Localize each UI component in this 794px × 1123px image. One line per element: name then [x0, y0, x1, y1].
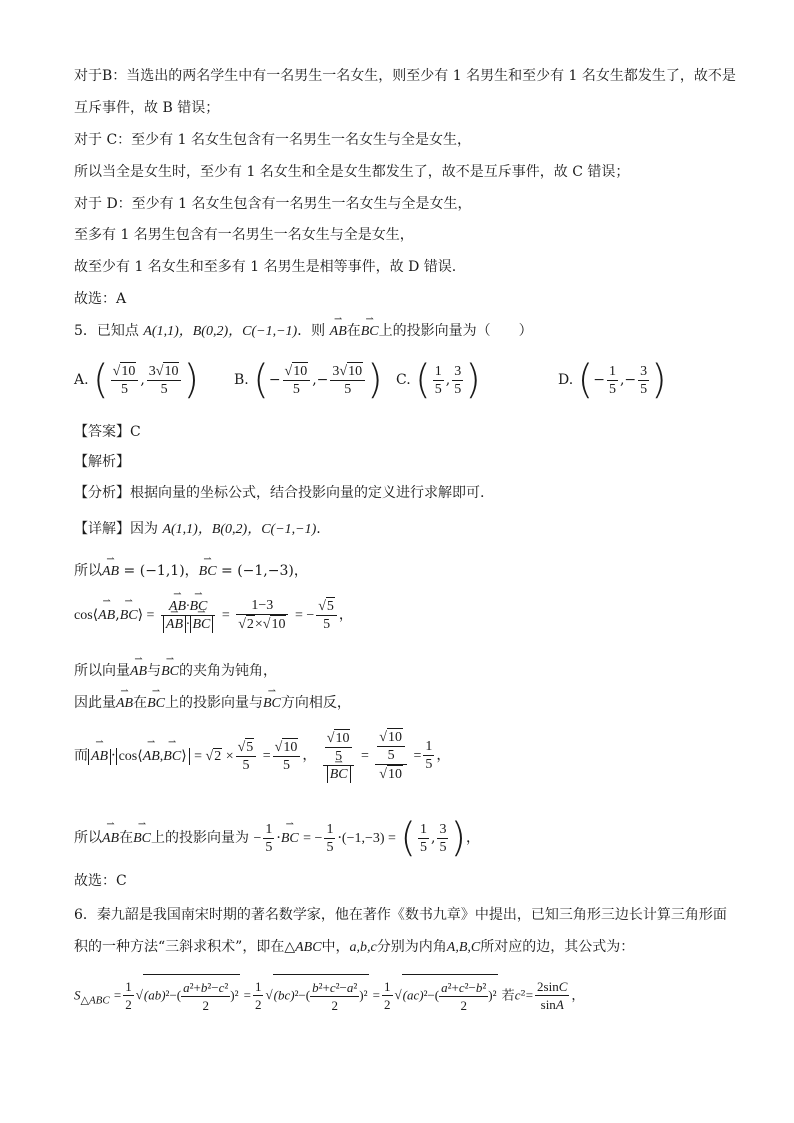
q5-points: A(1,1)，B(0,2)，C(−1,−1): [143, 324, 298, 339]
paren-right: ): [465, 357, 481, 403]
question-5-stem: [74, 320, 724, 343]
qin-jiushao-formula: $S_{\triangle ABC}$ = $\frac{1}{2}$ √(ab)²−( $\frac{\text{a²+b²−c²}}{2}$ )² = $\frac{1}{2}$ √(bc)²−( $\frac{\text{b²+c²−a²}}{2}$ )² = $\frac{1}{2}$ √(ac)²−( $\frac{\text{a²+c²−b²}}{2}$ )² 若c²= $\frac{2\sin C}{\sin A}$ ，: [74, 974, 584, 1014]
q5-stem-suffix: 上的投影向量为（ ）: [378, 323, 533, 339]
vector-bc: ⇀ BC: [199, 561, 217, 583]
fraction: $\frac{1}{5}$: [265, 821, 273, 855]
answer-value: C: [130, 424, 141, 440]
vector-bc: ⇀ BC: [361, 321, 379, 343]
text-line: 至多有 1 名男生包含有一名男生一名女生与全是女生，: [74, 227, 414, 243]
fraction: $\frac{√5}{5}$: [316, 597, 337, 633]
vector-ab: ⇀ AB: [98, 608, 115, 624]
text: 上的投影向量为: [151, 830, 249, 846]
answer-tag: 【答案】: [74, 424, 130, 440]
text: 所对应的边，其公式为：: [480, 939, 635, 955]
fraction: $\frac{√5}{5}$: [236, 738, 257, 774]
fraction: $\frac{1}{5}$: [419, 821, 427, 855]
vector-ab-magnitude: ⇀ AB: [88, 749, 111, 765]
obtuse-line: [74, 660, 724, 683]
text-line: 互斥事件，故 B 错误；: [74, 100, 220, 116]
xiangjie-line: 【详解】因为 A(1,1)，B(0,2)，C(−1,−1).: [74, 521, 321, 537]
xiangjie-tag: 【详解】: [74, 521, 130, 537]
projection-result: 所以⇀ AB在⇀ BC上的投影向量为 − $\frac{1}{5}$ ·⇀ BC = − $\frac{1}{5}$ ·(−1,−3) = ( $\frac{1}{5}$ , $\frac{3}{5}$ )，: [74, 818, 480, 858]
fraction: $\frac{1}{2}$: [384, 979, 391, 1013]
vector-ab: ⇀ AB: [102, 561, 119, 583]
fraction: $\frac{1}{2}$: [254, 979, 262, 1013]
paren-left: (: [93, 357, 109, 403]
opposite-line: [74, 692, 724, 715]
fraction: $\frac{3}{5}$: [439, 821, 447, 855]
text: 分别为内角: [376, 939, 447, 955]
paren-right: ): [450, 815, 467, 861]
analysis-tag: 【解析】: [74, 454, 130, 470]
q5-points: A(1,1)，B(0,2)，C(−1,−1): [162, 522, 317, 537]
answer-line: [74, 421, 724, 443]
option-a[interactable]: A. ( $\frac{√10}{5}$ , $\frac{3√10}{5}$ ): [74, 357, 200, 403]
text: 所以: [74, 830, 102, 846]
paren-right: ): [367, 357, 383, 403]
fraction: $\frac{1}{5}$: [434, 363, 442, 397]
text: 积的一种方法“三斜求积术”，即在: [74, 939, 285, 955]
option-c[interactable]: C. ( $\frac{1}{5}$ , $\frac{3}{5}$ ): [396, 357, 481, 403]
fenxi-text: 根据向量的坐标公式，结合投影向量的定义进行求解即可.: [130, 485, 485, 501]
text: 若: [501, 988, 515, 1004]
vector-ab: ⇀ AB: [330, 321, 347, 343]
vector-ab: ⇀ AB: [102, 831, 119, 847]
vector-bc: ⇀ BC: [147, 693, 165, 715]
q5-options: [74, 357, 724, 410]
paren-left: (: [415, 357, 431, 403]
vector-ab: ⇀ AB: [116, 693, 133, 715]
option-label: C.: [396, 372, 411, 388]
vector-bc: ⇀ BC: [263, 693, 281, 715]
fraction: $\frac{√10}{5}$: [111, 362, 139, 398]
fraction: $\frac{2\sin C}{\sin A}$: [537, 979, 568, 1013]
text: 所以: [74, 563, 102, 579]
text: 方向相反，: [280, 695, 351, 711]
fraction: $\frac{3}{5}$: [454, 363, 462, 397]
question-6-line-2: 积的一种方法“三斜求积术”，即在△ABC中，a,b,c分别为内角A,B,C所对应的边，其公式为：: [74, 939, 635, 955]
text: 在: [133, 695, 148, 711]
text: 与: [147, 663, 162, 679]
fraction: $\frac{1}{5}$: [608, 363, 616, 397]
vector-bc: ⇀ BC: [133, 831, 151, 847]
vector-bc: ⇀ BC: [120, 608, 138, 624]
fraction: $\frac{1}{2}$: [125, 979, 132, 1013]
paren-left: (: [253, 357, 269, 403]
text-line: 所以当全是女生时，至少有 1 名女生和全是女生都发生了，故不是互斥事件，故 C 错误；: [74, 164, 630, 180]
cos-formula: cos⟨⇀ AB,⇀ BC⟩ = ⇀ AB·⇀ BC ⇀ AB ·⇀ BC = $\frac{1-3}{√2\times√10}$ = − $\frac{√5}{5}$ ，: [74, 597, 353, 633]
text-line: 对于B：当选出的两名学生中有一名男生一名女生，则至少有 1 名男生和至少有 1 名女生都发生了，故不是: [74, 68, 736, 84]
fraction: $\frac{3√10}{5}$: [147, 362, 182, 398]
vector-coords-line: 所以⇀ AB = (−1,1)，⇀ BC = (−1,−3)，: [74, 560, 724, 583]
fenxi-tag: 【分析】: [74, 485, 130, 501]
question-6-line-1: 6．秦九韶是我国南宋时期的著名数学家，他在著作《数书九章》中提出，已知三角形三边长计算三角形面: [74, 907, 727, 923]
fraction: $\frac{√10}{5}$: [283, 362, 311, 398]
fraction: $\frac{1}{5}$: [425, 739, 433, 772]
option-label: A.: [74, 372, 89, 388]
magnitude-formula: 而⇀ AB · cos⟨⇀ AB,⇀ BC⟩ = √2 × $\frac{√5}{5}$ = $\frac{√10}{5}$ ， $\frac{√10}{5}$ ⇀ BC = $\frac{\frac{√10}{5}}{√10}$ = $\frac{1}{5}$ ，: [74, 728, 450, 783]
fraction: ⇀ AB·⇀ BC ⇀ AB ·⇀ BC: [161, 598, 216, 633]
option-label: B.: [234, 372, 249, 388]
paren-right: ): [651, 357, 667, 403]
xiangjie-text: 因为: [130, 521, 158, 537]
text: 因此量: [74, 695, 116, 711]
text-line: 对于 D：至少有 1 名女生包含有一名男生一名女生与全是女生，: [74, 196, 472, 212]
fraction: $\frac{\frac{√10}{5}}{√10}$: [375, 728, 407, 783]
fraction: $\frac{1-3}{√2\times√10}$: [236, 597, 288, 633]
option-label: D.: [558, 372, 574, 388]
fraction: $\frac{√10}{5}$ ⇀ BC: [323, 729, 355, 783]
paren-left: (: [400, 815, 416, 861]
q5-stem-prefix: 5．已知点: [74, 323, 139, 339]
fenxi-line: [74, 482, 724, 504]
text: 所以向量: [74, 663, 130, 679]
option-d[interactable]: D. (− $\frac{1}{5}$ ,− $\frac{3}{5}$ ): [558, 357, 667, 403]
fraction: $\frac{3}{5}$: [640, 363, 648, 397]
text-line: 故至少有 1 名女生和至多有 1 名男生是相等事件，故 D 错误.: [74, 259, 457, 275]
vector-bc: ⇀ BC: [161, 661, 179, 683]
text: 而: [74, 747, 88, 764]
paren-right: ): [183, 357, 200, 403]
vector-ab: ⇀ AB: [130, 661, 147, 683]
text: 在: [119, 830, 134, 846]
q5-stem-then: ．则: [297, 323, 326, 339]
choose-line: 故选：C: [74, 873, 127, 889]
fraction: $\frac{√10}{5}$: [273, 738, 301, 774]
fraction: $\frac{3√10}{5}$: [330, 362, 365, 398]
text: 的夹角为钝角，: [179, 663, 277, 679]
q5-stem-on: 在: [346, 323, 361, 339]
text-line: 对于 C：至少有 1 名女生包含有一名男生一名女生与全是女生，: [74, 132, 471, 148]
abs-cos: cos⟨⇀ AB,⇀ BC⟩: [116, 748, 190, 765]
option-b[interactable]: B. (− $\frac{√10}{5}$ ,− $\frac{3√10}{5}$ ): [234, 357, 383, 403]
text: 中，: [321, 939, 350, 955]
text: 上的投影向量与: [165, 695, 263, 711]
text-line: 故选：A: [74, 291, 127, 307]
fraction: $\frac{1}{5}$: [326, 821, 334, 855]
paren-left: (: [577, 357, 594, 403]
